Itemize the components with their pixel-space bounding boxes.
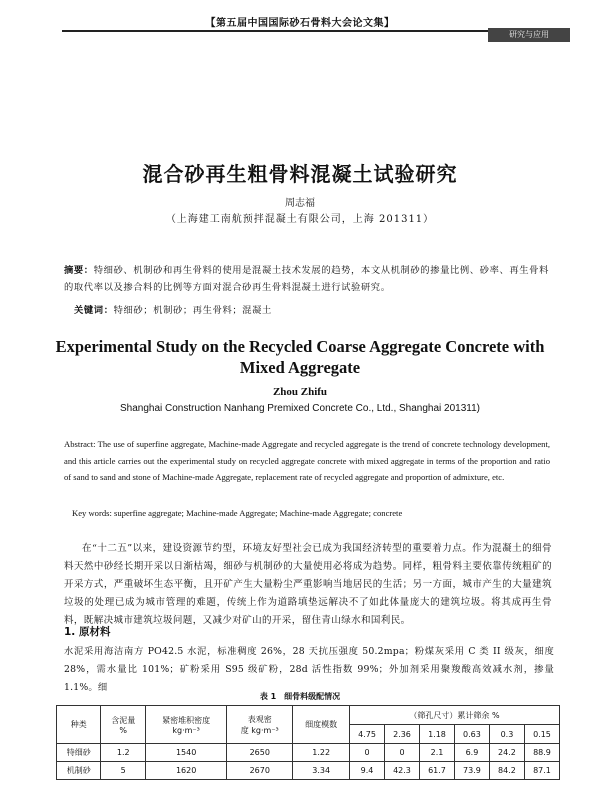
col-bulk	[145, 706, 226, 744]
keywords-en-label: Key words:	[72, 508, 112, 518]
cell-sieve: 88.9	[524, 744, 559, 762]
cell-sieve: 61.7	[419, 762, 454, 780]
section-heading: 1. 原材料	[64, 626, 111, 638]
materials-paragraph: 水泥采用海洁南方 PO42.5 水泥，标准稠度 26%，28 天抗压强度 50.2mpa；粉煤灰采用 C 类 II 级灰，细度 28%，需水量比 101%；矿粉采用 S95 级矿粉，28d 活性指数 99%；外加剂采用聚羧酸高效减水剂，掺量 1.1%。细	[64, 646, 554, 693]
sieve-size: 4.75	[350, 725, 385, 744]
abstract-en-text: The use of superfine aggregate, Machine-made Aggregate and recycled aggregate is the trend of concrete technology development, and this article carries out the experimental study on recycled aggregate concrete with mixed aggregate in terms of the proportion and ratio of sand to sand and stone of Machine-made Aggregate, replacement rate of recycled aggregate and proportion of admixture, etc.	[64, 439, 551, 482]
abstract-en-label: Abstract:	[64, 439, 96, 449]
cell-apparent: 2650	[227, 744, 293, 762]
sieve-size: 0.3	[489, 725, 524, 744]
author-zh: 周志福	[285, 198, 315, 209]
keywords-zh-text: 特细砂；机制砂；再生骨料；混凝土	[113, 305, 272, 316]
intro-paragraph: 在“十二五”以来，建设资源节约型，环境友好型社会已成为我国经济转型的重要着力点。作为混凝土的细骨料天然中砂经长期开采以日渐枯竭，细砂与机制砂的大量使用必将成为趋势。同样，粗骨料主要依靠传统粗矿的开采方式，严重破坏生态平衡，且开矿产生大量粉尘严重影响当地居民的生活；另一方面，城市产生的大量建筑垃圾的处理已成为城市管理的难题，传统上作为道路填垫远解决不了如此体量庞大的建筑垃圾。将其成再生骨料，既解决城市建筑垃圾问题，又减少对矿山的开采，留住青山绿水和国利民。	[64, 543, 552, 626]
cell-sieve: 2.1	[419, 744, 454, 762]
col-apparent-unit: 度 kg·m⁻³	[240, 725, 279, 735]
cell-bulk: 1620	[145, 762, 226, 780]
abstract-zh	[64, 262, 550, 296]
table-row	[57, 762, 560, 780]
author-en: Zhou Zhifu	[272, 386, 328, 398]
cell-sieve: 84.2	[489, 762, 524, 780]
section-tab: 研究与应用	[488, 28, 570, 42]
col-mud-label: 含泥量	[111, 715, 136, 725]
cell-sieve: 24.2	[489, 744, 524, 762]
cell-fineness: 1.22	[293, 744, 350, 762]
affiliation-en: Shanghai Construction Nanhang Premixed Concrete Co., Ltd., Shanghai 201311)	[119, 403, 481, 414]
col-bulk-unit: kg·m⁻³	[172, 725, 200, 735]
table-caption: 表 1 细骨料级配情况	[259, 692, 341, 701]
sieve-size: 2.36	[385, 725, 420, 744]
cell-sieve: 87.1	[524, 762, 559, 780]
abstract-en	[64, 436, 550, 486]
col-apparent-label: 表观密	[247, 714, 272, 724]
col-mud	[101, 706, 145, 744]
sieve-size: 1.18	[419, 725, 454, 744]
sieve-size: 0.63	[454, 725, 489, 744]
cell-type: 特细砂	[57, 744, 101, 762]
cell-type: 机制砂	[57, 762, 101, 780]
table-row	[57, 744, 560, 762]
col-fineness: 细度模数	[293, 706, 350, 744]
title-en: Experimental Study on the Recycled Coarse Aggregate Concrete with Mixed Aggregate	[55, 337, 545, 377]
cell-mud: 1.2	[101, 744, 145, 762]
running-head: 【第五届中国国际砂石骨料大会论文集】	[205, 18, 395, 29]
cell-sieve: 0	[385, 744, 420, 762]
sieve-size: 0.15	[524, 725, 559, 744]
cell-sieve: 9.4	[350, 762, 385, 780]
title-zh: 混合砂再生粗骨料混凝土试验研究	[142, 162, 458, 186]
keywords-en-text: superfine aggregate; Machine-made Aggregate; Machine-made Aggregate; concrete	[114, 508, 403, 518]
keywords-zh	[74, 302, 544, 316]
col-mud-unit: %	[119, 725, 128, 735]
cell-mud: 5	[101, 762, 145, 780]
col-sieve-group: （筛孔尺寸）累计筛余 %	[350, 706, 560, 725]
cell-apparent: 2670	[227, 762, 293, 780]
col-apparent	[227, 706, 293, 744]
col-bulk-label: 紧密堆积密度	[162, 715, 211, 725]
cell-sieve: 6.9	[454, 744, 489, 762]
cell-fineness: 3.34	[293, 762, 350, 780]
cell-sieve: 73.9	[454, 762, 489, 780]
affiliation-zh: （上海建工南航预拌混凝土有限公司，上海 201311）	[165, 214, 435, 225]
cell-sieve: 0	[350, 744, 385, 762]
abstract-zh-label: 摘要：	[64, 265, 94, 276]
cell-bulk: 1540	[145, 744, 226, 762]
keywords-zh-label: 关键词：	[74, 305, 114, 316]
grading-table	[56, 705, 560, 780]
col-type: 种类	[57, 706, 101, 744]
keywords-en	[72, 508, 552, 518]
abstract-zh-text: 特细砂、机制砂和再生骨料的使用是混凝土技术发展的趋势，本文从机制砂的掺量比例、砂率、再生骨料的取代率以及掺合料的比例等方面对混合砂再生骨料混凝土进行试验研究。	[64, 265, 549, 293]
cell-sieve: 42.3	[385, 762, 420, 780]
